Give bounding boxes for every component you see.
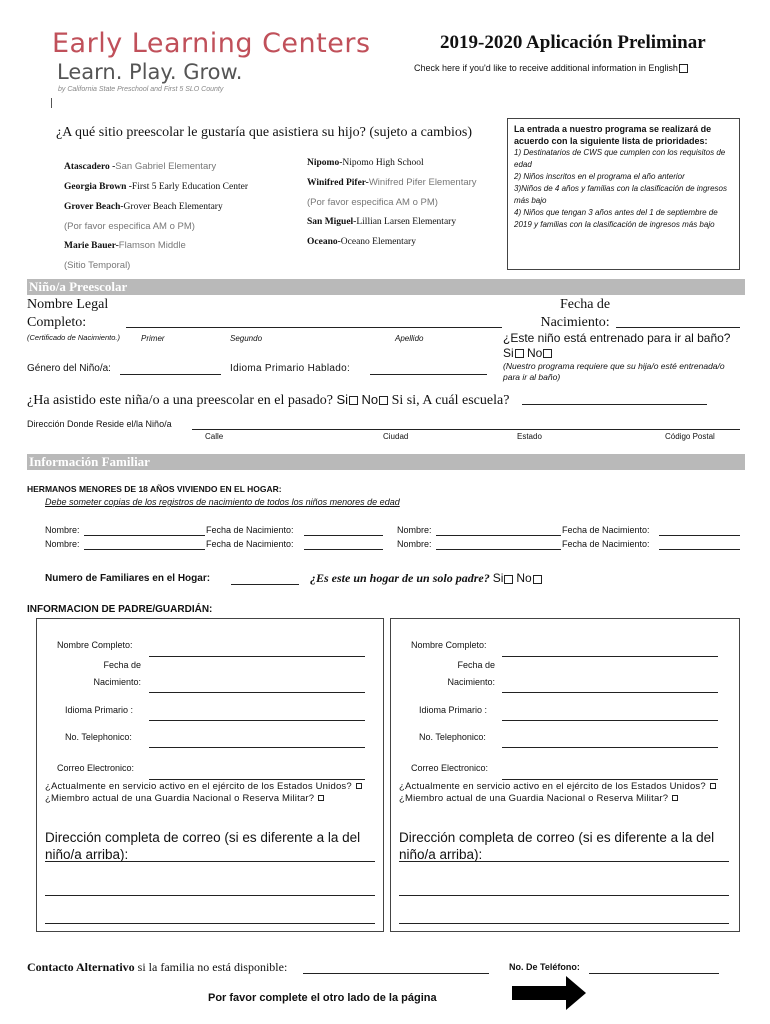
guardian-dob-field[interactable] [502,692,718,693]
site-list-right [307,153,477,252]
address-field[interactable] [192,429,740,430]
sibling-dob-field[interactable] [659,535,740,536]
site-option[interactable]: Marie Bauer-Flamson Middle [64,240,186,251]
logo-tagline: by California State Preschool and First 5 SLO County [58,86,224,93]
sibling-name-label: Nombre: [45,525,80,535]
sibling-dob-label: Fecha de Nacimiento: [562,539,650,549]
logo-tick [51,98,52,108]
site-option[interactable]: Georgia Brown -First 5 Early Education Center [64,182,248,192]
site-note: (Por favor especifica AM o PM) [307,197,438,208]
alt-contact-label: Contacto Alternativo si la familia no está disponible: [27,960,288,974]
sibling-dob-label: Fecha de Nacimiento: [206,539,294,549]
priority-item: 1) Destinatarios de CWS que cumplen con los requisitos de edad [514,148,726,169]
first-name-label: Primer [141,334,165,343]
priority-item: 3)Niños de 4 años y familias con la clasificación de ingresos más bajo [514,184,727,205]
guardian-mailing-field[interactable] [45,923,375,924]
site-option[interactable]: Grover Beach-Grover Beach Elementary [64,202,223,212]
previous-preschool-question: ¿Ha asistido este niña/o a una preescolar en el pasado? Si No Si si, A cuál escuela? [27,392,510,408]
guardian-military: ¿Actualmente en servicio activo en el ejército de los Estados Unidos? ¿Miembro actual de una Guardia Nacional o Reserva Militar? [45,781,365,805]
sibling-name-field[interactable] [84,549,205,550]
second-name-label: Segundo [230,334,263,343]
cert-note: (Certificado de Nacimiento.) [27,333,120,342]
alt-phone-label: No. De Teléfono: [509,962,580,972]
guardian-phone-label: No. Telephonico: [65,732,132,742]
guardian-language-field[interactable] [502,720,718,721]
site-note: (Sitio Temporal) [64,260,131,271]
potty-note: (Nuestro programa requiere que su hija/o esté entrenada/o para ir al baño) [503,361,725,382]
guard-checkbox[interactable] [318,795,324,801]
site-option[interactable]: Atascadero -San Gabriel Elementary [64,161,217,172]
priority-box [507,118,740,270]
child-dob-label: Fecha de Nacimiento: [540,297,611,330]
previous-no-checkbox[interactable] [379,396,388,405]
guardian-mailing-label: Dirección completa de correo (si es diferente a la del niño/a arriba): [45,830,361,862]
site-note: (Por favor especifica AM o PM) [64,221,195,232]
site-question: ¿A qué sitio preescolar le gustaría que asistiera su hijo? (sujeto a cambios) [56,125,472,140]
sibling-name-field[interactable] [436,549,561,550]
sibling-dob-label: Fecha de Nacimiento: [206,525,294,535]
potty-yes-checkbox[interactable] [515,349,524,358]
page-title: 2019-2020 Aplicación Preliminar [440,32,706,53]
guardian-full-name-field[interactable] [149,656,365,657]
guardian-phone-field[interactable] [149,747,365,748]
sibling-name-label: Nombre: [397,539,432,549]
guardian-language-field[interactable] [149,720,365,721]
section-family: Información Familiar [27,454,745,470]
guardian-military: ¿Actualmente en servicio activo en el ejército de los Estados Unidos? ¿Miembro actual de una Guardia Nacional o Reserva Militar? [399,781,724,805]
previous-yes-checkbox[interactable] [349,396,358,405]
potty-no-checkbox[interactable] [543,349,552,358]
guardian-mailing-field[interactable] [45,861,375,862]
language-label: Idioma Primario Hablado: [230,363,351,374]
household-members-label: Numero de Familiares en el Hogar: [45,573,211,584]
guardian-heading: INFORMACION DE PADRE/GUARDIÁN: [27,604,213,615]
guardian-language-label: Idioma Primario : [419,705,488,715]
guardian-full-name-label: Nombre Completo: [411,640,487,650]
english-checkbox[interactable] [679,64,688,73]
household-members-field[interactable] [231,584,299,585]
sibling-dob-label: Fecha de Nacimiento: [562,525,650,535]
guardian-mailing-field[interactable] [45,895,375,896]
child-name-field[interactable] [126,327,502,328]
zip-label: Código Postal [665,432,715,441]
single-parent-question: ¿Es este un hogar de un solo padre? Si No [310,571,542,586]
single-parent-yes-checkbox[interactable] [504,575,513,584]
priority-heading: La entrada a nuestro programa se realizará de acuerdo con la siguiente lista de prioridades: [514,124,712,146]
english-check-row[interactable] [414,63,688,73]
address-label: Dirección Donde Reside el/la Niño/a [27,419,172,429]
site-option[interactable]: Winifred Pifer-Winifred Pifer Elementary [307,177,477,188]
guardian-box-2 [390,618,740,932]
siblings-note: Debe someter copias de los registros de nacimiento de todos los niños menores de edad [45,497,400,507]
priority-item: 4) Niños que tengan 3 años antes del 1 de septiembre de 2019 y familias con la clasificación de ingresos más bajo [514,208,718,229]
street-label: Calle [205,432,224,441]
site-list-left [64,157,248,275]
guardian-mailing-field[interactable] [399,895,729,896]
guardian-dob-label: Fecha de Nacimiento: [93,660,141,687]
sibling-name-label: Nombre: [397,525,432,535]
guardian-email-label: Correo Electronico: [411,763,489,773]
alt-phone-field[interactable] [589,973,719,974]
state-label: Estado [517,432,542,441]
priority-item: 2) Niños inscritos en el programa el año anterior [514,172,685,181]
sibling-name-field[interactable] [84,535,205,536]
site-option[interactable]: Nipomo-Nipomo High School [307,158,424,168]
guardian-phone-field[interactable] [502,747,718,748]
child-dob-field[interactable] [616,327,740,328]
guardian-mailing-field[interactable] [399,861,729,862]
guardian-full-name-field[interactable] [502,656,718,657]
guardian-language-label: Idioma Primario : [65,705,134,715]
single-parent-no-checkbox[interactable] [533,575,542,584]
right-arrow-icon [512,976,586,1010]
sibling-name-field[interactable] [436,535,561,536]
guardian-mailing-label: Dirección completa de correo (si es diferente a la del niño/a arriba): [399,830,715,862]
guard-checkbox[interactable] [672,795,678,801]
turn-page-note: Por favor complete el otro lado de la página [208,992,437,1004]
city-label: Ciudad [383,432,409,441]
guardian-mailing-field[interactable] [399,923,729,924]
previous-school-field[interactable] [522,404,707,405]
sibling-dob-field[interactable] [304,535,383,536]
logo-title: Early Learning Centers [52,28,371,59]
guardian-email-field[interactable] [149,779,365,780]
english-check-label: Check here if you'd like to receive additional information in English [414,63,678,73]
guardian-email-field[interactable] [502,779,718,780]
guardian-email-label: Correo Electronico: [57,763,135,773]
sibling-dob-field[interactable] [659,549,740,550]
sibling-dob-field[interactable] [304,549,383,550]
guardian-dob-label: Fecha de Nacimiento: [447,660,495,687]
gender-label: Género del Niño/a: [27,363,111,374]
legal-name-label: Nombre Legal Completo: [27,297,109,330]
site-option[interactable]: San Miguel-Lillian Larsen Elementary [307,217,457,227]
guardian-phone-label: No. Telephonico: [419,732,486,742]
potty-question: ¿Este niño está entrenado para ir al baño? [503,331,731,345]
potty-yes-no[interactable]: Si No [503,346,552,360]
logo [52,28,371,98]
last-name-label: Apellido [395,334,424,343]
guardian-dob-field[interactable] [149,692,365,693]
language-field[interactable] [370,374,487,375]
military-checkbox[interactable] [710,783,716,789]
sibling-name-label: Nombre: [45,539,80,549]
guardian-box-1 [36,618,384,932]
gender-field[interactable] [120,374,221,375]
guardian-full-name-label: Nombre Completo: [57,640,133,650]
section-child: Niño/a Preescolar [27,279,745,295]
alt-contact-field[interactable] [303,973,489,974]
siblings-heading: HERMANOS MENORES DE 18 AÑOS VIVIENDO EN EL HOGAR: [27,484,282,494]
logo-subtitle: Learn. Play. Grow. [57,60,243,84]
site-option[interactable]: Oceano-Oceano Elementary [307,237,416,247]
military-checkbox[interactable] [356,783,362,789]
